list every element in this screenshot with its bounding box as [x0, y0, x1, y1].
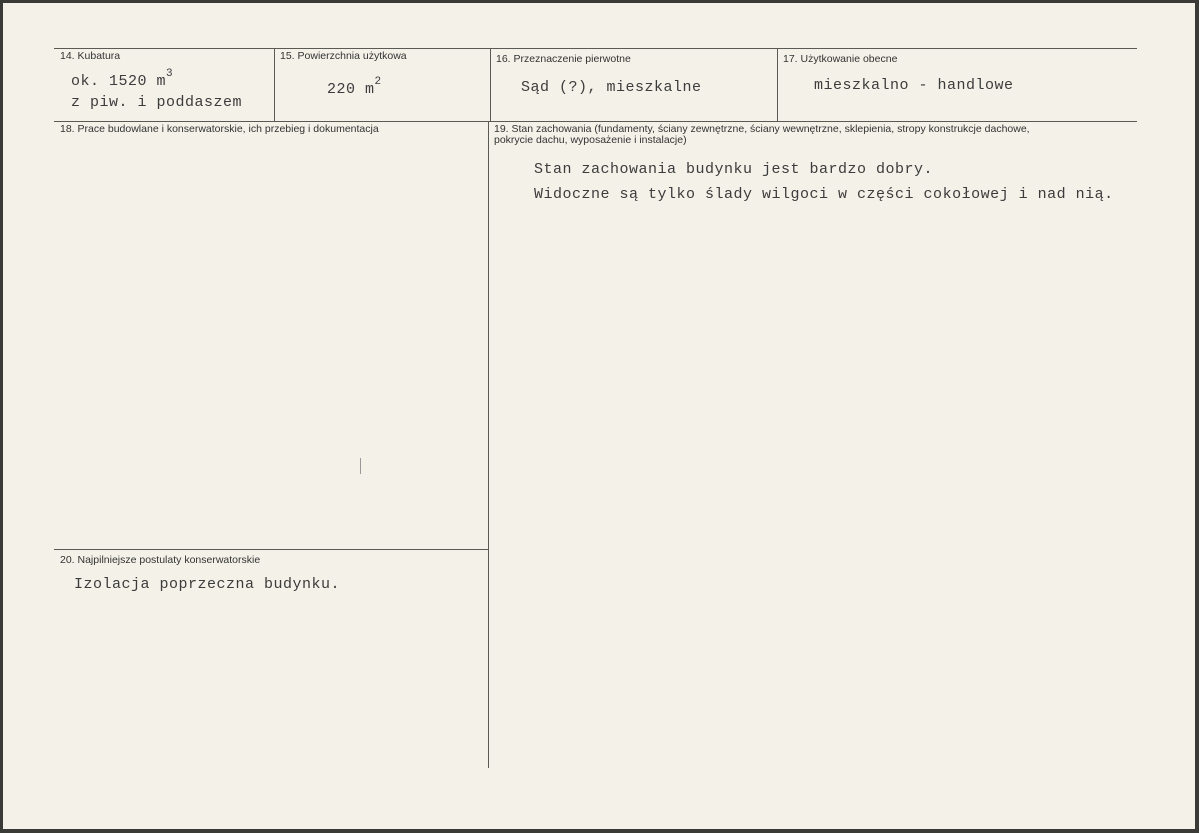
field20-label: 20. Najpilniejsze postulaty konserwatorskie [60, 554, 261, 566]
field14-volume-exponent: 3 [166, 68, 174, 80]
field15-label: 15. Powierzchnia użytkowa [280, 50, 407, 62]
field19-line1: Stan zachowania budynku jest bardzo dobry. [534, 161, 934, 178]
field16-label: 16. Przeznaczenie pierwotne [496, 53, 631, 65]
field16-value: Sąd (?), mieszkalne [521, 79, 702, 96]
field14-volume-text: ok. 1520 m [71, 73, 167, 90]
top-rule [54, 48, 1137, 49]
field20-value: Izolacja poprzeczna budynku. [74, 576, 341, 593]
row-divider [54, 121, 1137, 122]
field20-rule [54, 549, 488, 550]
field14-note: z piw. i poddaszem [71, 94, 243, 111]
main-vertical-divider [488, 121, 489, 768]
field15-area-value [327, 76, 382, 98]
col-divider-15-16 [490, 48, 491, 121]
field14-volume-value [71, 68, 174, 90]
field17-label: 17. Użytkowanie obecne [783, 53, 898, 65]
field19-line2: Widoczne są tylko ślady wilgoci w części cokołowej i nad nią. [534, 186, 1114, 203]
col-divider-16-17 [777, 48, 778, 121]
field15-area-exponent: 2 [374, 76, 382, 88]
scan-mark [360, 458, 361, 474]
field18-label: 18. Prace budowlane i konserwatorskie, ich przebieg i dokumentacja [60, 123, 379, 135]
col-divider-14-15 [274, 48, 275, 121]
field14-label: 14. Kubatura [60, 50, 121, 62]
field19-label: 19. Stan zachowania (fundamenty, ściany zewnętrzne, ściany wewnętrzne, sklepienia, stropy konstrukcje dachowe, pokrycie dachu, wyposażenie i instalacje) [494, 123, 1030, 146]
record-card [3, 3, 1195, 829]
field17-value: mieszkalno - handlowe [814, 77, 1014, 94]
field15-area-text: 220 m [327, 81, 375, 98]
